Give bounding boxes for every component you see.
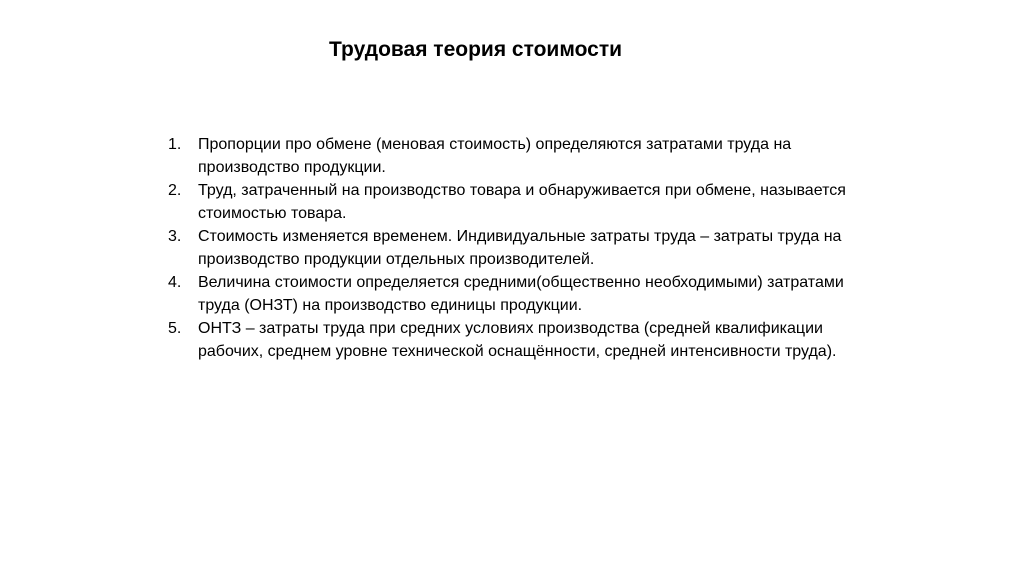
list-item [168,133,868,179]
list-item-number: 2. [168,182,182,199]
list-item-number: 5. [168,320,182,337]
numbered-list [168,133,868,363]
list-item-text: Пропорции про обмене (меновая стоимость) определяются затратами труда на производство продукции. [198,136,792,176]
list-item-text: ОНТЗ – затраты труда при средних условиях производства (средней квалификации рабочих, среднем уровне технической оснащённости, средней интенсивности труда). [198,320,837,360]
list-item-number: 3. [168,228,182,245]
list-item-text: Труд, затраченный на производство товара и обнаруживается при обмене, называется стоимостью товара. [198,182,846,222]
list-item-text: Стоимость изменяется временем. Индивидуальные затраты труда – затраты труда на производство продукции отдельных производителей. [198,228,842,268]
list-item-number: 1. [168,136,182,153]
list-item-number: 4. [168,274,182,291]
list-item [168,271,868,317]
list-item [168,225,868,271]
list-item [168,317,868,363]
list-item [168,179,868,225]
slide-title: Трудовая теория стоимости [329,38,623,61]
list-item-text: Величина стоимости определяется средними(общественно необходимыми) затратами труда (ОНЗТ) на производство единицы продукции. [198,274,844,314]
